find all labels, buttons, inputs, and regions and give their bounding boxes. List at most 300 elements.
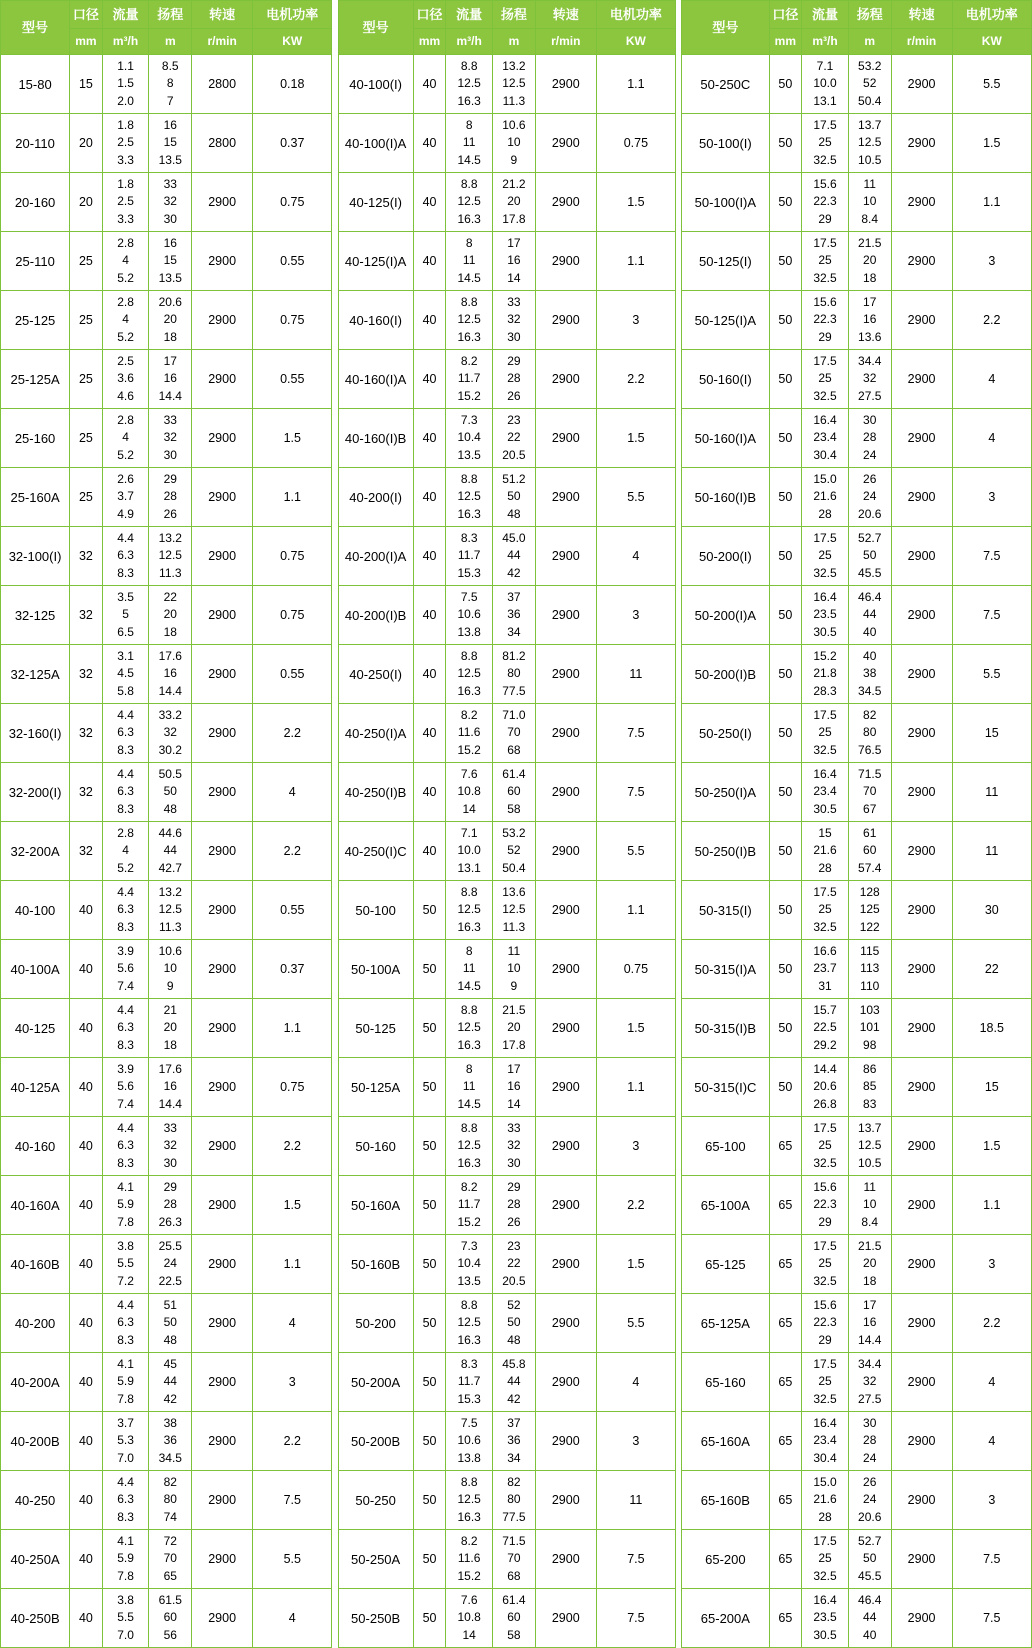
unit-speed-1: r/min: [192, 29, 253, 55]
cell-head: 25.5 24 22.5: [149, 1235, 192, 1294]
table-row: [1, 232, 1032, 291]
cell-speed: 2900: [891, 350, 952, 409]
cell-head: 103 101 98: [848, 999, 891, 1058]
cell-flow: 8.2 11.7 15.2: [446, 1176, 493, 1235]
cell-head: 53.2 52 50.4: [493, 822, 536, 881]
cell-head: 30 28 24: [848, 409, 891, 468]
unit-power-3: KW: [952, 29, 1031, 55]
cell-bore: 50: [413, 1058, 446, 1117]
cell-power: 7.5: [596, 1589, 675, 1648]
cell-flow: 8.8 12.5 16.3: [446, 55, 493, 114]
cell-speed: 2900: [192, 1589, 253, 1648]
cell-model: 32-125A: [1, 645, 70, 704]
table-row: [1, 1589, 1032, 1648]
table-row: [1, 1471, 1032, 1530]
cell-flow: 14.4 20.6 26.8: [802, 1058, 849, 1117]
cell-flow: 7.1 10.0 13.1: [446, 822, 493, 881]
cell-power: 3: [952, 1235, 1031, 1294]
cell-bore: 40: [70, 1294, 103, 1353]
unit-speed-3: r/min: [891, 29, 952, 55]
cell-speed: 2900: [891, 999, 952, 1058]
cell-bore: 50: [413, 1471, 446, 1530]
cell-power: 1.1: [253, 468, 332, 527]
cell-head: 29 28 26.3: [149, 1176, 192, 1235]
cell-flow: 4.1 5.9 7.8: [102, 1530, 149, 1589]
cell-head: 21.5 20 18: [848, 1235, 891, 1294]
cell-model: 40-200(I)B: [338, 586, 413, 645]
cell-power: 1.1: [596, 1058, 675, 1117]
cell-model: 20-160: [1, 173, 70, 232]
cell-power: 5.5: [952, 645, 1031, 704]
cell-power: 1.5: [596, 1235, 675, 1294]
cell-bore: 50: [413, 1412, 446, 1471]
cell-flow: 2.8 4 5.2: [102, 291, 149, 350]
cell-speed: 2900: [192, 1117, 253, 1176]
cell-flow: 17.5 25 32.5: [802, 704, 849, 763]
cell-head: 33 32 30: [493, 291, 536, 350]
cell-power: 3: [952, 1471, 1031, 1530]
cell-flow: 17.5 25 32.5: [802, 1530, 849, 1589]
cell-speed: 2900: [535, 881, 596, 940]
cell-bore: 40: [70, 1235, 103, 1294]
cell-flow: 1.1 1.5 2.0: [102, 55, 149, 114]
cell-speed: 2900: [891, 586, 952, 645]
cell-model: 50-250B: [338, 1589, 413, 1648]
cell-flow: 8.2 11.6 15.2: [446, 1530, 493, 1589]
table-header: [1, 1, 1032, 55]
cell-head: 10.6 10 9: [149, 940, 192, 999]
table-row: [1, 350, 1032, 409]
cell-head: 71.5 70 68: [493, 1530, 536, 1589]
cell-model: 50-160(I)B: [682, 468, 769, 527]
header-row-names: [1, 1, 1032, 29]
cell-flow: 17.5 25 32.5: [802, 1117, 849, 1176]
cell-head: 8.5 8 7: [149, 55, 192, 114]
cell-model: 32-125: [1, 586, 70, 645]
cell-head: 34.4 32 27.5: [848, 1353, 891, 1412]
cell-flow: 3.9 5.6 7.4: [102, 1058, 149, 1117]
cell-model: 65-200: [682, 1530, 769, 1589]
table-row: [1, 999, 1032, 1058]
cell-bore: 20: [70, 114, 103, 173]
cell-flow: 4.4 6.3 8.3: [102, 881, 149, 940]
cell-model: 40-200B: [1, 1412, 70, 1471]
cell-power: 1.5: [253, 1176, 332, 1235]
cell-power: 0.55: [253, 881, 332, 940]
unit-power-1: KW: [253, 29, 332, 55]
header-bore-1: 口径: [70, 1, 103, 29]
cell-model: 40-250A: [1, 1530, 70, 1589]
header-power-1: 电机功率: [253, 1, 332, 29]
cell-speed: 2900: [535, 1294, 596, 1353]
cell-flow: 4.1 5.9 7.8: [102, 1353, 149, 1412]
cell-speed: 2900: [535, 527, 596, 586]
header-head-3: 扬程: [848, 1, 891, 29]
cell-power: 0.55: [253, 645, 332, 704]
cell-head: 72 70 65: [149, 1530, 192, 1589]
cell-flow: 16.4 23.4 30.5: [802, 763, 849, 822]
table-row: [1, 1058, 1032, 1117]
cell-flow: 4.4 6.3 8.3: [102, 527, 149, 586]
cell-power: 7.5: [253, 1471, 332, 1530]
cell-head: 13.2 12.5 11.3: [149, 881, 192, 940]
unit-flow-2: m³/h: [446, 29, 493, 55]
cell-bore: 65: [769, 1530, 802, 1589]
cell-power: 4: [596, 527, 675, 586]
cell-head: 17 16 14.4: [149, 350, 192, 409]
cell-power: 0.55: [253, 232, 332, 291]
cell-power: 1.5: [952, 1117, 1031, 1176]
cell-head: 51.2 50 48: [493, 468, 536, 527]
cell-speed: 2900: [535, 173, 596, 232]
cell-model: 50-125A: [338, 1058, 413, 1117]
cell-flow: 4.1 5.9 7.8: [102, 1176, 149, 1235]
cell-head: 52.7 50 45.5: [848, 1530, 891, 1589]
cell-bore: 50: [413, 999, 446, 1058]
cell-flow: 7.3 10.4 13.5: [446, 409, 493, 468]
cell-model: 40-200: [1, 1294, 70, 1353]
table-row: [1, 704, 1032, 763]
cell-power: 11: [952, 763, 1031, 822]
cell-head: 33.2 32 30.2: [149, 704, 192, 763]
cell-power: 5.5: [596, 468, 675, 527]
cell-bore: 65: [769, 1589, 802, 1648]
cell-bore: 40: [413, 232, 446, 291]
cell-head: 40 38 34.5: [848, 645, 891, 704]
cell-head: 17 16 14: [493, 232, 536, 291]
cell-flow: 4.4 6.3 8.3: [102, 1471, 149, 1530]
cell-model: 40-250(I): [338, 645, 413, 704]
cell-head: 33 32 30: [149, 409, 192, 468]
cell-power: 3: [596, 1117, 675, 1176]
table-body: [1, 55, 1032, 1648]
cell-power: 3: [952, 232, 1031, 291]
cell-speed: 2900: [891, 232, 952, 291]
cell-speed: 2900: [535, 1353, 596, 1412]
cell-flow: 1.8 2.5 3.3: [102, 114, 149, 173]
cell-bore: 50: [769, 999, 802, 1058]
table-row: [1, 586, 1032, 645]
cell-bore: 65: [769, 1412, 802, 1471]
cell-flow: 3.5 5 6.5: [102, 586, 149, 645]
cell-head: 33 32 30: [149, 1117, 192, 1176]
cell-flow: 8.8 12.5 16.3: [446, 173, 493, 232]
cell-model: 50-160(I): [682, 350, 769, 409]
cell-speed: 2900: [891, 1117, 952, 1176]
cell-head: 71.0 70 68: [493, 704, 536, 763]
cell-power: 2.2: [596, 1176, 675, 1235]
cell-flow: 8.8 12.5 16.3: [446, 881, 493, 940]
cell-flow: 17.5 25 32.5: [802, 527, 849, 586]
cell-bore: 40: [413, 527, 446, 586]
cell-speed: 2900: [535, 114, 596, 173]
cell-head: 10.6 10 9: [493, 114, 536, 173]
cell-model: 40-250: [1, 1471, 70, 1530]
cell-model: 25-160A: [1, 468, 70, 527]
cell-speed: 2900: [891, 940, 952, 999]
cell-speed: 2900: [891, 291, 952, 350]
cell-bore: 32: [70, 645, 103, 704]
cell-bore: 40: [70, 1353, 103, 1412]
cell-model: 20-110: [1, 114, 70, 173]
cell-flow: 2.8 4 5.2: [102, 822, 149, 881]
cell-power: 1.1: [596, 55, 675, 114]
cell-model: 50-250A: [338, 1530, 413, 1589]
cell-flow: 8 11 14.5: [446, 940, 493, 999]
cell-speed: 2800: [192, 55, 253, 114]
cell-power: 11: [952, 822, 1031, 881]
cell-speed: 2900: [535, 1589, 596, 1648]
cell-bore: 25: [70, 468, 103, 527]
cell-flow: 7.6 10.8 14: [446, 1589, 493, 1648]
cell-bore: 65: [769, 1294, 802, 1353]
cell-model: 50-100(I)A: [682, 173, 769, 232]
cell-speed: 2900: [192, 1471, 253, 1530]
cell-power: 4: [952, 1412, 1031, 1471]
cell-speed: 2800: [192, 114, 253, 173]
cell-power: 1.1: [253, 1235, 332, 1294]
cell-flow: 17.5 25 32.5: [802, 114, 849, 173]
cell-flow: 8.8 12.5 16.3: [446, 1471, 493, 1530]
cell-model: 50-315(I)B: [682, 999, 769, 1058]
cell-flow: 8.8 12.5 16.3: [446, 999, 493, 1058]
cell-bore: 25: [70, 409, 103, 468]
cell-speed: 2900: [891, 1589, 952, 1648]
cell-model: 25-125A: [1, 350, 70, 409]
cell-power: 7.5: [596, 763, 675, 822]
cell-bore: 50: [769, 763, 802, 822]
cell-speed: 2900: [535, 586, 596, 645]
cell-speed: 2900: [891, 1294, 952, 1353]
cell-bore: 50: [413, 940, 446, 999]
cell-model: 40-200A: [1, 1353, 70, 1412]
cell-model: 32-100(I): [1, 527, 70, 586]
cell-power: 1.1: [596, 232, 675, 291]
table-row: [1, 114, 1032, 173]
cell-bore: 50: [769, 409, 802, 468]
cell-model: 40-100(I): [338, 55, 413, 114]
cell-flow: 15.0 21.6 28: [802, 1471, 849, 1530]
cell-head: 17.6 16 14.4: [149, 1058, 192, 1117]
cell-speed: 2900: [891, 763, 952, 822]
cell-bore: 32: [70, 822, 103, 881]
cell-speed: 2900: [192, 1530, 253, 1589]
cell-flow: 17.5 25 32.5: [802, 881, 849, 940]
table-row: [1, 173, 1032, 232]
cell-flow: 16.4 23.5 30.5: [802, 1589, 849, 1648]
cell-power: 0.75: [596, 940, 675, 999]
cell-bore: 32: [70, 704, 103, 763]
cell-power: 0.75: [253, 586, 332, 645]
cell-speed: 2900: [192, 704, 253, 763]
cell-model: 65-100: [682, 1117, 769, 1176]
cell-speed: 2900: [535, 704, 596, 763]
cell-head: 16 15 13.5: [149, 232, 192, 291]
cell-bore: 50: [413, 1294, 446, 1353]
cell-flow: 8.2 11.7 15.2: [446, 350, 493, 409]
cell-flow: 8.8 12.5 16.3: [446, 645, 493, 704]
cell-speed: 2900: [891, 645, 952, 704]
table-row: [1, 409, 1032, 468]
cell-flow: 3.8 5.5 7.0: [102, 1589, 149, 1648]
cell-head: 13.7 12.5 10.5: [848, 114, 891, 173]
cell-head: 13.7 12.5 10.5: [848, 1117, 891, 1176]
cell-bore: 40: [413, 55, 446, 114]
cell-bore: 65: [769, 1471, 802, 1530]
cell-flow: 4.4 6.3 8.3: [102, 999, 149, 1058]
cell-power: 0.75: [253, 1058, 332, 1117]
cell-bore: 20: [70, 173, 103, 232]
cell-bore: 50: [769, 1058, 802, 1117]
cell-bore: 65: [769, 1176, 802, 1235]
cell-flow: 3.1 4.5 5.8: [102, 645, 149, 704]
cell-speed: 2900: [891, 1353, 952, 1412]
table-row: [1, 291, 1032, 350]
cell-model: 50-250(I)A: [682, 763, 769, 822]
table-row: [1, 468, 1032, 527]
cell-head: 51 50 48: [149, 1294, 192, 1353]
cell-flow: 2.8 4 5.2: [102, 409, 149, 468]
table-row: [1, 55, 1032, 114]
cell-speed: 2900: [192, 232, 253, 291]
cell-flow: 15.6 22.3 29: [802, 1176, 849, 1235]
cell-bore: 40: [413, 291, 446, 350]
cell-head: 52 50 48: [493, 1294, 536, 1353]
table-row: [1, 1353, 1032, 1412]
cell-head: 44.6 44 42.7: [149, 822, 192, 881]
cell-head: 61.5 60 56: [149, 1589, 192, 1648]
table-row: [1, 645, 1032, 704]
cell-speed: 2900: [891, 527, 952, 586]
cell-bore: 50: [769, 940, 802, 999]
cell-head: 23 22 20.5: [493, 1235, 536, 1294]
cell-flow: 16.4 23.4 30.4: [802, 1412, 849, 1471]
cell-power: 0.55: [253, 350, 332, 409]
cell-bore: 50: [769, 527, 802, 586]
cell-bore: 25: [70, 232, 103, 291]
cell-bore: 50: [413, 1235, 446, 1294]
cell-model: 25-160: [1, 409, 70, 468]
cell-flow: 3.8 5.5 7.2: [102, 1235, 149, 1294]
cell-flow: 17.5 25 32.5: [802, 1235, 849, 1294]
table-row: [1, 1117, 1032, 1176]
cell-power: 0.37: [253, 114, 332, 173]
cell-flow: 15 21.6 28: [802, 822, 849, 881]
cell-head: 29 28 26: [149, 468, 192, 527]
unit-bore-1: mm: [70, 29, 103, 55]
header-power-2: 电机功率: [596, 1, 675, 29]
cell-head: 21.5 20 17.8: [493, 999, 536, 1058]
cell-flow: 8.2 11.6 15.2: [446, 704, 493, 763]
cell-head: 33 32 30: [149, 173, 192, 232]
cell-model: 40-100A: [1, 940, 70, 999]
cell-model: 50-200: [338, 1294, 413, 1353]
table-row: [1, 1294, 1032, 1353]
cell-head: 37 36 34: [493, 1412, 536, 1471]
cell-model: 65-160B: [682, 1471, 769, 1530]
cell-head: 81.2 80 77.5: [493, 645, 536, 704]
cell-power: 15: [952, 1058, 1031, 1117]
unit-head-3: m: [848, 29, 891, 55]
header-flow-2: 流量: [446, 1, 493, 29]
cell-head: 82 80 77.5: [493, 1471, 536, 1530]
cell-power: 3: [596, 586, 675, 645]
cell-flow: 8.3 11.7 15.3: [446, 1353, 493, 1412]
cell-flow: 7.5 10.6 13.8: [446, 1412, 493, 1471]
cell-power: 3: [253, 1353, 332, 1412]
cell-flow: 7.1 10.0 13.1: [802, 55, 849, 114]
cell-head: 29 28 26: [493, 1176, 536, 1235]
cell-power: 1.1: [253, 999, 332, 1058]
header-bore-3: 口径: [769, 1, 802, 29]
cell-bore: 40: [413, 468, 446, 527]
cell-power: 7.5: [596, 1530, 675, 1589]
cell-power: 4: [253, 1589, 332, 1648]
cell-speed: 2900: [535, 55, 596, 114]
cell-flow: 17.5 25 32.5: [802, 1353, 849, 1412]
cell-flow: 15.6 22.3 29: [802, 291, 849, 350]
cell-power: 7.5: [952, 1589, 1031, 1648]
cell-power: 4: [253, 1294, 332, 1353]
cell-bore: 50: [769, 468, 802, 527]
cell-bore: 50: [769, 114, 802, 173]
cell-bore: 40: [413, 173, 446, 232]
cell-head: 46.4 44 40: [848, 586, 891, 645]
cell-speed: 2900: [192, 940, 253, 999]
unit-flow-1: m³/h: [102, 29, 149, 55]
cell-speed: 2900: [192, 763, 253, 822]
header-power-3: 电机功率: [952, 1, 1031, 29]
cell-head: 22 20 18: [149, 586, 192, 645]
cell-model: 50-160A: [338, 1176, 413, 1235]
cell-speed: 2900: [891, 1530, 952, 1589]
table-row: [1, 822, 1032, 881]
cell-flow: 4.4 6.3 8.3: [102, 1294, 149, 1353]
cell-head: 61.4 60 58: [493, 763, 536, 822]
cell-power: 2.2: [952, 1294, 1031, 1353]
cell-power: 7.5: [952, 586, 1031, 645]
cell-flow: 1.8 2.5 3.3: [102, 173, 149, 232]
cell-bore: 40: [413, 763, 446, 822]
cell-head: 45.8 44 42: [493, 1353, 536, 1412]
cell-power: 1.5: [596, 999, 675, 1058]
cell-power: 1.5: [952, 114, 1031, 173]
cell-bore: 50: [413, 881, 446, 940]
cell-speed: 2900: [192, 822, 253, 881]
cell-bore: 50: [413, 1117, 446, 1176]
cell-speed: 2900: [891, 704, 952, 763]
cell-power: 0.75: [596, 114, 675, 173]
table-row: [1, 1176, 1032, 1235]
cell-power: 1.5: [596, 173, 675, 232]
cell-model: 50-250: [338, 1471, 413, 1530]
cell-bore: 40: [70, 1530, 103, 1589]
cell-power: 2.2: [253, 704, 332, 763]
unit-power-2: KW: [596, 29, 675, 55]
cell-flow: 2.6 3.7 4.9: [102, 468, 149, 527]
cell-speed: 2900: [192, 1176, 253, 1235]
cell-head: 23 22 20.5: [493, 409, 536, 468]
cell-power: 0.37: [253, 940, 332, 999]
cell-head: 17 16 14: [493, 1058, 536, 1117]
cell-bore: 32: [70, 527, 103, 586]
cell-power: 3: [596, 1412, 675, 1471]
cell-head: 30 28 24: [848, 1412, 891, 1471]
cell-model: 50-250C: [682, 55, 769, 114]
cell-flow: 4.4 6.3 8.3: [102, 1117, 149, 1176]
cell-head: 33 32 30: [493, 1117, 536, 1176]
cell-flow: 8 11 14.5: [446, 232, 493, 291]
